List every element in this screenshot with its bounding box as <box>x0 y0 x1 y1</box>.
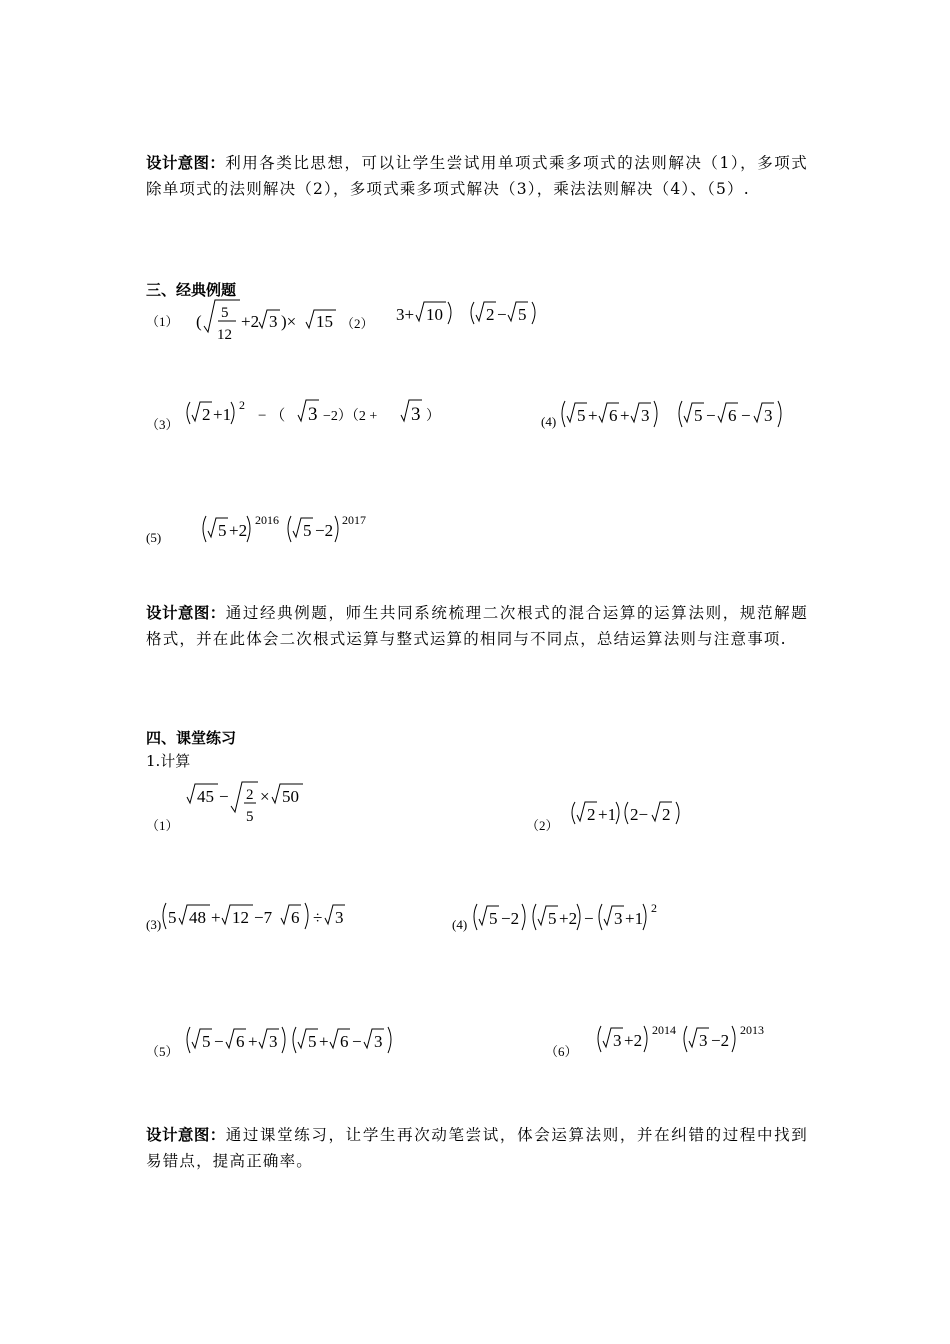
design-intent-1-label: 设计意图： <box>146 154 226 172</box>
svg-text:12: 12 <box>232 908 249 927</box>
svg-text:3: 3 <box>699 1031 708 1050</box>
svg-text:48: 48 <box>189 908 206 927</box>
svg-text:+1: +1 <box>598 805 617 824</box>
example-4-label: (4) <box>541 414 557 429</box>
practice-5-expression <box>183 1023 433 1059</box>
svg-text:−: − <box>219 787 229 806</box>
section-4-subtitle: 1.计算 <box>146 752 191 770</box>
example-1-label: （1） <box>146 314 179 329</box>
example-2-label: （2） <box>341 316 374 331</box>
svg-text:+: + <box>319 1032 329 1051</box>
svg-text:+2: +2 <box>229 521 248 540</box>
svg-text:6: 6 <box>236 1032 245 1051</box>
svg-text:−: − <box>584 909 594 928</box>
example-3-label: （3） <box>146 417 179 432</box>
example-5-label: (5) <box>146 530 162 545</box>
svg-text:3: 3 <box>613 1031 622 1050</box>
design-intent-3-text: 通过课堂练习，让学生再次动笔尝试，体会运算法则，并在纠错的过程中找到易错点，提高正确率。 <box>146 1126 808 1170</box>
example-4-expression <box>558 397 808 433</box>
svg-text:2: 2 <box>246 787 254 803</box>
practice-4-label: (4) <box>452 917 468 932</box>
design-intent-2 <box>146 600 808 652</box>
design-intent-3 <box>146 1122 808 1174</box>
svg-text:2: 2 <box>202 405 211 424</box>
svg-text:5: 5 <box>694 406 703 425</box>
svg-text:5: 5 <box>548 909 557 928</box>
practice-5-label: （5） <box>146 1044 179 1059</box>
svg-text:6: 6 <box>728 406 737 425</box>
svg-text:3: 3 <box>269 312 278 331</box>
practice-2-expression <box>568 796 718 832</box>
svg-text:5: 5 <box>518 305 527 324</box>
svg-text:3: 3 <box>335 908 344 927</box>
svg-text:5: 5 <box>303 521 312 540</box>
practice-3-label: (3) <box>146 917 162 932</box>
svg-text:12: 12 <box>217 327 232 343</box>
svg-text:2013: 2013 <box>740 1023 764 1037</box>
design-intent-1-text: 利用各类比思想，可以让学生尝试用单项式乘多项式的法则解决（1），多项式除单项式的法则解决（2），多项式乘多项式解决（3），乘法法则解决（4）、（5）. <box>146 154 808 198</box>
svg-text:− （: − （ <box>258 408 286 424</box>
svg-text:+2: +2 <box>559 909 578 928</box>
svg-text:−: − <box>352 1032 362 1051</box>
svg-text:6: 6 <box>340 1032 349 1051</box>
design-intent-1 <box>146 150 808 202</box>
section-4-title: 四、课堂练习 <box>146 729 237 747</box>
practice-6-label: （6） <box>545 1044 578 1059</box>
section-3-title: 三、经典例题 <box>146 281 237 299</box>
svg-text:+: + <box>211 908 221 927</box>
svg-text:5: 5 <box>168 908 177 927</box>
practice-3-expression <box>159 899 379 935</box>
practice-1-label: （1） <box>146 818 179 833</box>
design-intent-3-label: 设计意图： <box>146 1126 226 1144</box>
svg-text:+: + <box>248 1032 258 1051</box>
svg-text:3: 3 <box>411 404 421 425</box>
svg-text:−2）（2 +: −2）（2 + <box>323 409 378 424</box>
svg-text:5: 5 <box>221 305 229 321</box>
svg-text:3: 3 <box>269 1032 278 1051</box>
svg-text:45: 45 <box>197 787 214 806</box>
svg-text:6: 6 <box>609 406 618 425</box>
svg-text:5: 5 <box>246 809 254 825</box>
svg-text:−: − <box>741 406 751 425</box>
svg-text:2: 2 <box>651 901 657 915</box>
practice-4-expression <box>470 896 710 934</box>
design-intent-2-text: 通过经典例题，师生共同系统梳理二次根式的混合运算的运算法则，规范解题格式，并在此体会二次根式运算与整式运算的相同与不同点，总结运算法则与注意事项. <box>146 604 808 648</box>
svg-text:−2: −2 <box>315 521 334 540</box>
svg-text:15: 15 <box>316 312 333 331</box>
svg-text:3: 3 <box>308 404 318 425</box>
svg-text:5: 5 <box>202 1032 211 1051</box>
svg-text:÷: ÷ <box>313 908 323 927</box>
svg-text:(: ( <box>196 312 202 331</box>
svg-text:+2: +2 <box>241 312 260 331</box>
svg-text:×: × <box>260 787 270 806</box>
svg-text:+1: +1 <box>625 909 644 928</box>
example-2-expression <box>394 296 544 332</box>
svg-text:2: 2 <box>587 805 596 824</box>
practice-2-label: （2） <box>526 818 559 833</box>
svg-text:)×: )× <box>281 312 297 331</box>
svg-text:）: ） <box>426 409 440 424</box>
svg-text:2: 2 <box>239 398 245 412</box>
svg-text:6: 6 <box>291 908 300 927</box>
svg-text:−2: −2 <box>501 909 520 928</box>
svg-text:2014: 2014 <box>652 1023 676 1037</box>
svg-text:3: 3 <box>374 1032 383 1051</box>
svg-text:−7: −7 <box>254 908 273 927</box>
svg-text:5: 5 <box>489 909 498 928</box>
svg-text:3: 3 <box>641 406 650 425</box>
svg-text:3: 3 <box>764 406 773 425</box>
design-intent-2-label: 设计意图： <box>146 604 226 622</box>
svg-text:−: − <box>706 406 716 425</box>
svg-text:+1: +1 <box>213 405 232 424</box>
svg-text:10: 10 <box>426 305 443 324</box>
svg-text:3: 3 <box>614 909 623 928</box>
svg-text:3+: 3+ <box>396 305 415 324</box>
svg-text:+2: +2 <box>624 1031 643 1050</box>
example-5-expression <box>199 508 399 548</box>
svg-text:−: − <box>497 305 507 324</box>
svg-text:5: 5 <box>218 521 227 540</box>
svg-text:2−: 2− <box>630 805 649 824</box>
example-1-expression <box>196 296 346 348</box>
svg-text:+: + <box>588 406 598 425</box>
svg-text:2: 2 <box>662 805 671 824</box>
svg-text:2: 2 <box>486 305 495 324</box>
example-3-expression <box>183 396 453 432</box>
svg-text:5: 5 <box>308 1032 317 1051</box>
practice-6-expression <box>594 1018 794 1058</box>
practice-1-expression <box>184 778 334 830</box>
svg-text:5: 5 <box>577 406 586 425</box>
svg-text:50: 50 <box>282 787 299 806</box>
svg-text:−2: −2 <box>711 1031 730 1050</box>
svg-text:−: − <box>214 1032 224 1051</box>
svg-text:+: + <box>620 406 630 425</box>
svg-text:2016: 2016 <box>255 513 279 527</box>
svg-text:2017: 2017 <box>342 513 366 527</box>
